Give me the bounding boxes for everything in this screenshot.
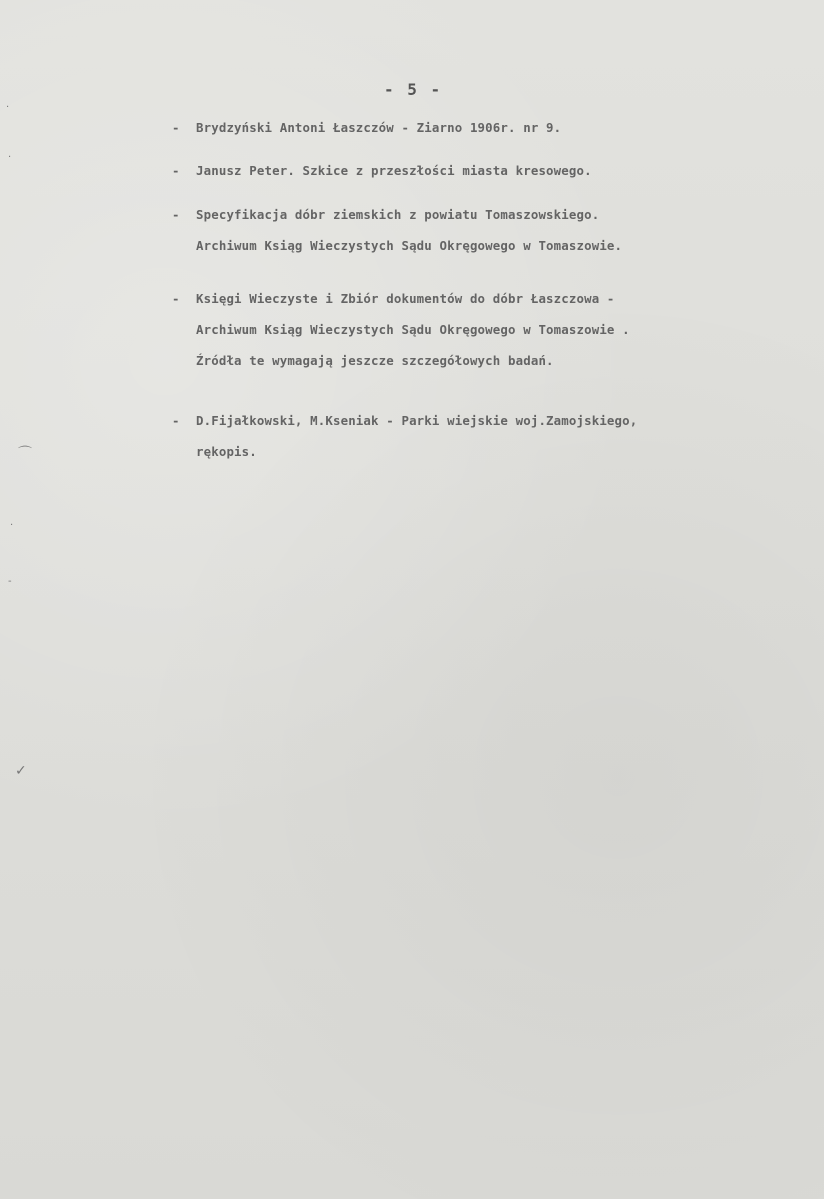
page-number: - 5 - [384,80,443,99]
margin-dot-mark: · [10,520,14,531]
margin-tick-mark: ⌒ [18,446,32,462]
bibliography-entry [172,199,812,261]
entry-dash: - [172,291,180,306]
entry-line: rękopis. [196,444,257,459]
entry-dash: - [172,207,180,222]
entry-dash: - [172,163,180,178]
margin-dot-mark: · [6,102,10,113]
entry-dash: - [172,120,180,135]
entry-line: Archiwum Ksiąg Wieczystych Sądu Okręgowego w Tomaszowie . [196,322,630,337]
margin-check-mark: ✓ [15,763,27,779]
entry-dash: - [172,413,180,428]
entry-line: Archiwum Ksiąg Wieczystych Sądu Okręgowego w Tomaszowie. [196,238,623,253]
margin-dot-mark: - [8,576,12,587]
entry-line: Janusz Peter. Szkice z przeszłości miasta kresowego. [196,163,592,178]
entry-line: Brydzyński Antoni Łaszczów - Ziarno 1906r. nr 9. [196,120,562,135]
entry-line: Specyfikacja dóbr ziemskich z powiatu Tomaszowskiego. [196,207,600,222]
entry-line: D.Fijałkowski, M.Kseniak - Parki wiejskie woj.Zamojskiego, [196,413,638,428]
bibliography-entry [172,155,812,186]
entry-line: Źródła te wymagają jeszcze szczegółowych badań. [196,353,554,368]
bibliography-entry [172,405,812,467]
margin-dot-mark: · [8,152,12,163]
bibliography-entry [172,283,812,376]
bibliography-entry [172,112,812,143]
entry-line: Księgi Wieczyste i Zbiór dokumentów do dóbr Łaszczowa - [196,291,615,306]
